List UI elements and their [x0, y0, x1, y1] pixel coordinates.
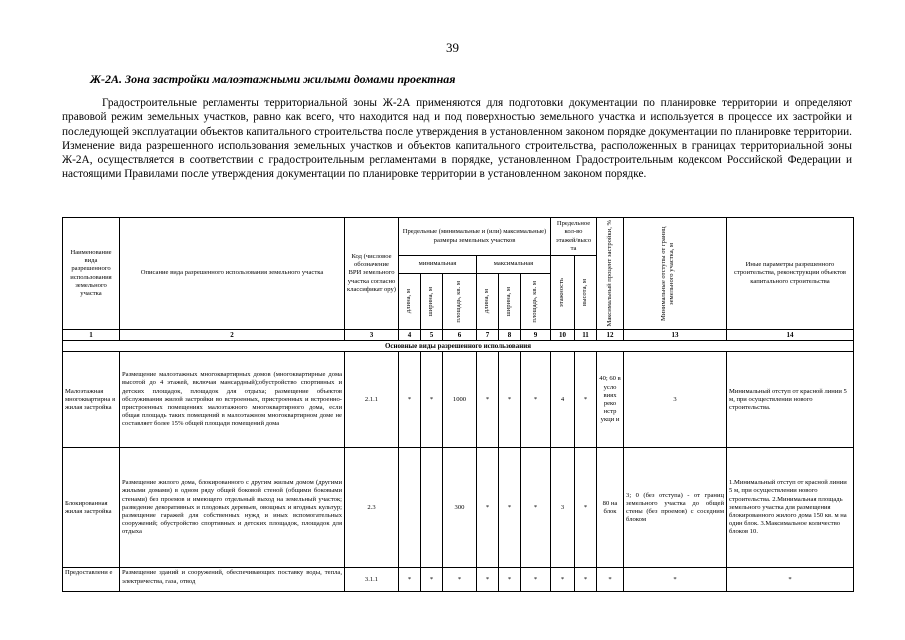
row-percent: 40; 60 в усло виях реко нстр укци и	[597, 352, 624, 448]
row-min-area: 1000	[443, 352, 477, 448]
row-name: Предоставлени е	[63, 568, 120, 592]
row-code: 2.3	[345, 448, 399, 568]
header-size-limits: Предельные (минимальные и (или) максимальные) размеры земельных участков	[399, 218, 551, 256]
row-max-width: *	[499, 352, 521, 448]
row-percent: 80 на блок	[597, 448, 624, 568]
row-min-length: *	[399, 352, 421, 448]
header-height: высота, м	[581, 278, 589, 307]
row-max-length: *	[477, 568, 499, 592]
row-floors: *	[551, 568, 575, 592]
col-number: 13	[624, 330, 727, 341]
row-name: Малоэтажная многоквартирна я жилая застройка	[63, 352, 120, 448]
header-max-area: площадь, кв. м	[531, 280, 539, 323]
row-max-width: *	[499, 568, 521, 592]
row-max-area: *	[521, 568, 551, 592]
row-min-width: *	[421, 352, 443, 448]
header-max-width: ширина, м	[505, 286, 513, 317]
header-min-width: ширина, м	[427, 286, 435, 317]
header-build-percent: Максимальный процент застройки, %	[605, 220, 613, 327]
page-number: 39	[446, 40, 459, 55]
col-number: 5	[421, 330, 443, 341]
row-setback: 3	[624, 352, 727, 448]
header-min-area: площадь, кв. м	[455, 280, 463, 323]
header-min-length: длина, м	[405, 289, 413, 314]
col-number: 14	[727, 330, 854, 341]
section-title: Основные виды разрешенного использования	[63, 341, 854, 352]
col-number: 10	[551, 330, 575, 341]
header-other-params: Иные параметры разрешенного строительства, реконструкции объектов капитального строительства	[727, 218, 854, 330]
row-setback: *	[624, 568, 727, 592]
row-percent: *	[597, 568, 624, 592]
header-max: максимальная	[477, 256, 551, 274]
header-code: Код (числовое обозначение ВРИ земельного участка согласно классификат ору)	[345, 218, 399, 330]
col-number: 9	[521, 330, 551, 341]
row-code: 3.1.1	[345, 568, 399, 592]
row-other: Минимальный отступ от красной линии 5 м, при осуществлении нового строительства.	[727, 352, 854, 448]
row-name: Блокированная жилая застройка	[63, 448, 120, 568]
intro-paragraph: Градостроительные регламенты территориальной зоны Ж-2А применяются для подготовки документации по планировке территории и определяют правовой режим земельных участков, равно как всего, что находится над и под поверхностью земельного участка и используется в процессе их застройки и последующей эксплуатации объектов капитального строительства после утверждения в установленном законом порядке документации по планировке территории. Изменение вида разрешенного использования земельных участков и объектов капитального строительства, расположенных в границах территориальной зоны Ж-2А, осуществляется в соответствии с градостроительным регламентами в порядке, установленном Градостроительным кодексом Российской Федерации и настоящими Правилами после утверждения документации по планировке территории в установленном законом порядке.	[62, 97, 852, 181]
table-row	[63, 568, 854, 592]
col-number: 2	[120, 330, 345, 341]
column-numbers-row	[63, 330, 854, 341]
col-number: 11	[575, 330, 597, 341]
row-height: *	[575, 352, 597, 448]
row-floors: 3	[551, 448, 575, 568]
col-number: 1	[63, 330, 120, 341]
row-height: *	[575, 568, 597, 592]
row-max-length: *	[477, 448, 499, 568]
row-height: *	[575, 448, 597, 568]
table-row	[63, 448, 854, 568]
table-row	[63, 352, 854, 448]
col-number: 3	[345, 330, 399, 341]
row-min-length: *	[399, 568, 421, 592]
row-min-width	[421, 448, 443, 568]
row-other: 1.Минимальный отступ от красной линии 5 м, при осуществлении нового строительства. 2.Минимальная площадь земельного участка для размещения блокированного жилого дома 150 кв. м на один блок. 3.Максимальное количество блоков 10.	[727, 448, 854, 568]
regulations-table	[62, 217, 854, 592]
row-max-area: *	[521, 448, 551, 568]
row-floors: 4	[551, 352, 575, 448]
header-min: минимальная	[399, 256, 477, 274]
header-description: Описание вида разрешенного использования земельного участка	[120, 218, 345, 330]
row-setback: 3; 0 (без отступа) - от границ земельного участка до общей стены (без проемов) с соседним блоком	[624, 448, 727, 568]
row-description: Размещение жилого дома, блокированного с другим жилым домом (другими жилыми домами) в одном ряду общей боковой стеной (общими боковыми стенами) без проемов и имеющего отдельный выход на земельный участок; разведение декоративных и плодовых деревьев, овощных и ягодных культур; размещение гаражей для собственных нужд и иных вспомогательных сооружений; обустройство спортивных и детских площадок, площадок для отдыха	[120, 448, 345, 568]
col-number: 7	[477, 330, 499, 341]
row-min-area: 300	[443, 448, 477, 568]
row-other: *	[727, 568, 854, 592]
section-heading: Ж-2А. Зона застройки малоэтажными жилыми домами проектная	[90, 72, 456, 86]
row-max-length: *	[477, 352, 499, 448]
header-floors: этажность	[558, 277, 566, 308]
row-min-area: *	[443, 568, 477, 592]
row-max-width: *	[499, 448, 521, 568]
header-name: Наименование вида разрешенного использования земельного участка	[63, 218, 120, 330]
header-floors-limit: Предельное кол-во этажей/высо та	[551, 218, 597, 256]
row-min-length	[399, 448, 421, 568]
row-min-width: *	[421, 568, 443, 592]
row-code: 2.1.1	[345, 352, 399, 448]
row-max-area: *	[521, 352, 551, 448]
header-setbacks: Минимальные отступы от границ земельного участка, м	[660, 226, 676, 321]
col-number: 8	[499, 330, 521, 341]
col-number: 12	[597, 330, 624, 341]
row-description: Размещение зданий и сооружений, обеспечивающих поставку воды, тепла, электричества, газа, отвод	[120, 568, 345, 592]
col-number: 6	[443, 330, 477, 341]
row-description: Размещение малоэтажных многоквартирных домов (многоквартирные дома высотой до 4 этажей, включая мансардный);обустройство спортивных и детских площадок, площадок для отдыха; размещение объектов обслуживания жилой застройки во встроенных, пристроенных и встроенно-пристроенных помещениях малоэтажного многоквартирного дома, если общая площадь таких помещений в малоэтажном многоквартирном доме не составляет более 15% общей площади помещений дома	[120, 352, 345, 448]
header-max-length: длина, м	[483, 289, 491, 314]
col-number: 4	[399, 330, 421, 341]
